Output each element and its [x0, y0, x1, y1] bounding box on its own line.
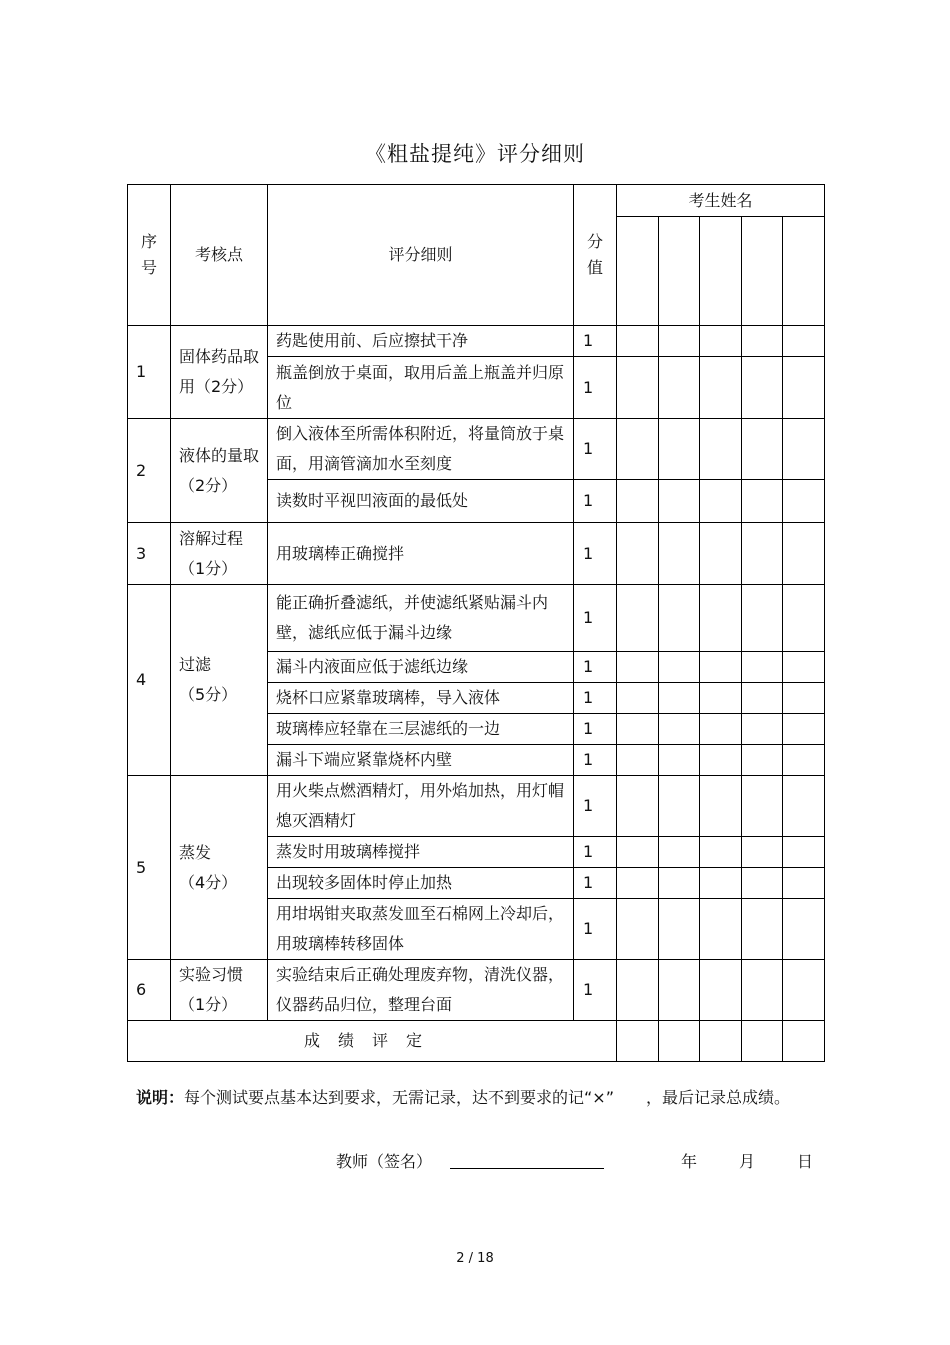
- student-score-cell[interactable]: [700, 714, 742, 745]
- student-score-cell[interactable]: [700, 683, 742, 714]
- assessment-point: 固体药品取用（2分）: [171, 326, 268, 419]
- table-row: [128, 585, 825, 652]
- scoring-rule: 蒸发时用玻璃棒搅拌: [268, 837, 574, 868]
- note-label: 说明：: [136, 1088, 185, 1107]
- header-point: 考核点: [171, 185, 268, 326]
- student-score-cell[interactable]: [742, 899, 783, 960]
- student-score-cell[interactable]: [659, 899, 700, 960]
- scoring-rule: 实验结束后正确处理废弃物，清洗仪器，仪器药品归位，整理台面: [268, 960, 574, 1021]
- student-score-cell[interactable]: [659, 652, 700, 683]
- student-score-cell[interactable]: [659, 776, 700, 837]
- scoring-rule: 能正确折叠滤纸，并使滤纸紧贴漏斗内壁，滤纸应低于漏斗边缘: [268, 585, 574, 652]
- header-score-text: 分 值: [586, 232, 603, 277]
- student-score-cell[interactable]: [742, 837, 783, 868]
- student-score-cell[interactable]: [742, 480, 783, 523]
- student-score-cell[interactable]: [617, 745, 659, 776]
- header-index: [128, 185, 171, 326]
- student-score-cell[interactable]: [783, 419, 825, 480]
- table-body: [128, 185, 825, 1062]
- student-score-cell[interactable]: [617, 480, 659, 523]
- scoring-table: [127, 184, 825, 1062]
- header-rule: 评分细则: [268, 185, 574, 326]
- student-score-cell[interactable]: [742, 585, 783, 652]
- score-value: 1: [574, 357, 617, 419]
- student-name-cell[interactable]: [700, 217, 742, 326]
- student-score-cell[interactable]: [700, 585, 742, 652]
- scoring-rule: 用玻璃棒正确搅拌: [268, 523, 574, 585]
- student-score-cell[interactable]: [742, 745, 783, 776]
- score-value: 1: [574, 837, 617, 868]
- student-score-cell[interactable]: [783, 480, 825, 523]
- student-score-cell[interactable]: [659, 960, 700, 1021]
- student-name-cell[interactable]: [783, 217, 825, 326]
- final-grade-cell[interactable]: [617, 1021, 659, 1062]
- assessment-point: 溶解过程 （1分）: [171, 523, 268, 585]
- table-header-row: [128, 185, 825, 217]
- scoring-rule: 用火柴点燃酒精灯，用外焰加热，用灯帽熄灭酒精灯: [268, 776, 574, 837]
- student-score-cell[interactable]: [783, 837, 825, 868]
- row-index: 1: [128, 326, 171, 419]
- assessment-point: 实验习惯 （1分）: [171, 960, 268, 1021]
- assessment-point: 过滤 （5分）: [171, 585, 268, 776]
- header-student-names: 考生姓名: [617, 185, 825, 217]
- scoring-rule: 药匙使用前、后应擦拭干净: [268, 326, 574, 357]
- signature-blank[interactable]: [450, 1168, 604, 1169]
- row-index: 4: [128, 585, 171, 776]
- student-score-cell[interactable]: [783, 899, 825, 960]
- student-score-cell[interactable]: [783, 326, 825, 357]
- student-name-cell[interactable]: [617, 217, 659, 326]
- student-score-cell[interactable]: [700, 960, 742, 1021]
- student-score-cell[interactable]: [783, 683, 825, 714]
- student-score-cell[interactable]: [700, 837, 742, 868]
- document-title: 《粗盐提纯》评分细则: [365, 142, 585, 166]
- score-value: 1: [574, 326, 617, 357]
- scoring-rule: 出现较多固体时停止加热: [268, 868, 574, 899]
- score-value: 1: [574, 868, 617, 899]
- student-score-cell[interactable]: [742, 868, 783, 899]
- student-score-cell[interactable]: [617, 683, 659, 714]
- note-text: 每个测试要点基本达到要求，无需记录，达不到要求的记“×” ，最后记录总成绩。: [184, 1088, 791, 1107]
- student-score-cell[interactable]: [617, 326, 659, 357]
- score-value: 1: [574, 683, 617, 714]
- student-score-cell[interactable]: [783, 523, 825, 585]
- day-label: 日: [797, 1152, 814, 1171]
- scoring-rule: 用坩埚钳夹取蒸发皿至石棉网上冷却后，用玻璃棒转移固体: [268, 899, 574, 960]
- score-value: 1: [574, 652, 617, 683]
- student-score-cell[interactable]: [617, 899, 659, 960]
- student-score-cell[interactable]: [742, 776, 783, 837]
- teacher-label: 教师（签名）: [336, 1152, 433, 1171]
- score-value: 1: [574, 523, 617, 585]
- scoring-rule: 漏斗内液面应低于滤纸边缘: [268, 652, 574, 683]
- scoring-rule: 烧杯口应紧靠玻璃棒，导入液体: [268, 683, 574, 714]
- student-score-cell[interactable]: [659, 419, 700, 480]
- row-index: 6: [128, 960, 171, 1021]
- student-score-cell[interactable]: [617, 419, 659, 480]
- table-row: [128, 419, 825, 480]
- student-score-cell[interactable]: [659, 745, 700, 776]
- scoring-rule: 瓶盖倒放于桌面，取用后盖上瓶盖并归原位: [268, 357, 574, 419]
- student-score-cell[interactable]: [783, 585, 825, 652]
- student-score-cell[interactable]: [700, 776, 742, 837]
- row-index: 5: [128, 776, 171, 960]
- student-name-cell[interactable]: [659, 217, 700, 326]
- student-score-cell[interactable]: [617, 357, 659, 419]
- student-score-cell[interactable]: [742, 714, 783, 745]
- student-score-cell[interactable]: [700, 652, 742, 683]
- student-score-cell[interactable]: [700, 523, 742, 585]
- table-row: [128, 776, 825, 837]
- row-index: 2: [128, 419, 171, 523]
- student-score-cell[interactable]: [700, 419, 742, 480]
- student-score-cell[interactable]: [617, 776, 659, 837]
- assessment-point: 液体的量取 （2分）: [171, 419, 268, 523]
- student-score-cell[interactable]: [659, 837, 700, 868]
- final-grade-label: 成绩评定: [128, 1021, 617, 1062]
- header-index-text: 序 号: [140, 232, 157, 277]
- assessment-point: 蒸发 （4分）: [171, 776, 268, 960]
- score-value: 1: [574, 960, 617, 1021]
- score-value: 1: [574, 745, 617, 776]
- student-score-cell[interactable]: [742, 960, 783, 1021]
- final-grade-cell[interactable]: [659, 1021, 700, 1062]
- final-grade-cell[interactable]: [700, 1021, 742, 1062]
- score-value: 1: [574, 480, 617, 523]
- score-value: 1: [574, 714, 617, 745]
- student-score-cell[interactable]: [617, 837, 659, 868]
- final-grade-row: [128, 1021, 825, 1062]
- teacher-signature-line: [336, 1147, 816, 1177]
- student-score-cell[interactable]: [700, 899, 742, 960]
- student-score-cell[interactable]: [659, 480, 700, 523]
- final-grade-cell[interactable]: [742, 1021, 783, 1062]
- student-score-cell[interactable]: [783, 776, 825, 837]
- table-row: [128, 523, 825, 585]
- scoring-rule: 读数时平视凹液面的最低处: [268, 480, 574, 523]
- student-score-cell[interactable]: [742, 683, 783, 714]
- student-score-cell[interactable]: [783, 652, 825, 683]
- student-score-cell[interactable]: [659, 523, 700, 585]
- student-score-cell[interactable]: [742, 523, 783, 585]
- table-row: [128, 326, 825, 357]
- student-score-cell[interactable]: [700, 745, 742, 776]
- student-score-cell[interactable]: [659, 326, 700, 357]
- student-score-cell[interactable]: [742, 419, 783, 480]
- year-label: 年: [681, 1152, 698, 1171]
- student-score-cell[interactable]: [659, 714, 700, 745]
- student-score-cell[interactable]: [783, 745, 825, 776]
- score-value: 1: [574, 899, 617, 960]
- student-score-cell[interactable]: [617, 523, 659, 585]
- student-name-cell[interactable]: [742, 217, 783, 326]
- scoring-rule: 漏斗下端应紧靠烧杯内壁: [268, 745, 574, 776]
- student-score-cell[interactable]: [617, 960, 659, 1021]
- student-score-cell[interactable]: [659, 585, 700, 652]
- student-score-cell[interactable]: [700, 868, 742, 899]
- student-score-cell[interactable]: [742, 652, 783, 683]
- student-score-cell[interactable]: [742, 326, 783, 357]
- student-score-cell[interactable]: [659, 868, 700, 899]
- student-score-cell[interactable]: [783, 714, 825, 745]
- student-score-cell[interactable]: [617, 868, 659, 899]
- score-value: 1: [574, 585, 617, 652]
- student-score-cell[interactable]: [617, 652, 659, 683]
- table-row: [128, 960, 825, 1021]
- student-score-cell[interactable]: [659, 357, 700, 419]
- student-score-cell[interactable]: [742, 357, 783, 419]
- score-value: 1: [574, 419, 617, 480]
- student-score-cell[interactable]: [617, 585, 659, 652]
- student-score-cell[interactable]: [783, 357, 825, 419]
- score-value: 1: [574, 776, 617, 837]
- row-index: 3: [128, 523, 171, 585]
- page-number: 2 / 18: [456, 1251, 494, 1266]
- student-score-cell[interactable]: [659, 683, 700, 714]
- student-score-cell[interactable]: [700, 357, 742, 419]
- student-score-cell[interactable]: [783, 960, 825, 1021]
- student-score-cell[interactable]: [700, 480, 742, 523]
- month-label: 月: [739, 1152, 756, 1171]
- final-grade-cell[interactable]: [783, 1021, 825, 1062]
- student-score-cell[interactable]: [617, 714, 659, 745]
- student-score-cell[interactable]: [700, 326, 742, 357]
- header-score: [574, 185, 617, 326]
- scoring-rule: 玻璃棒应轻靠在三层滤纸的一边: [268, 714, 574, 745]
- scoring-rule: 倒入液体至所需体积附近，将量筒放于桌面，用滴管滴加水至刻度: [268, 419, 574, 480]
- note: [136, 1083, 816, 1113]
- student-score-cell[interactable]: [783, 868, 825, 899]
